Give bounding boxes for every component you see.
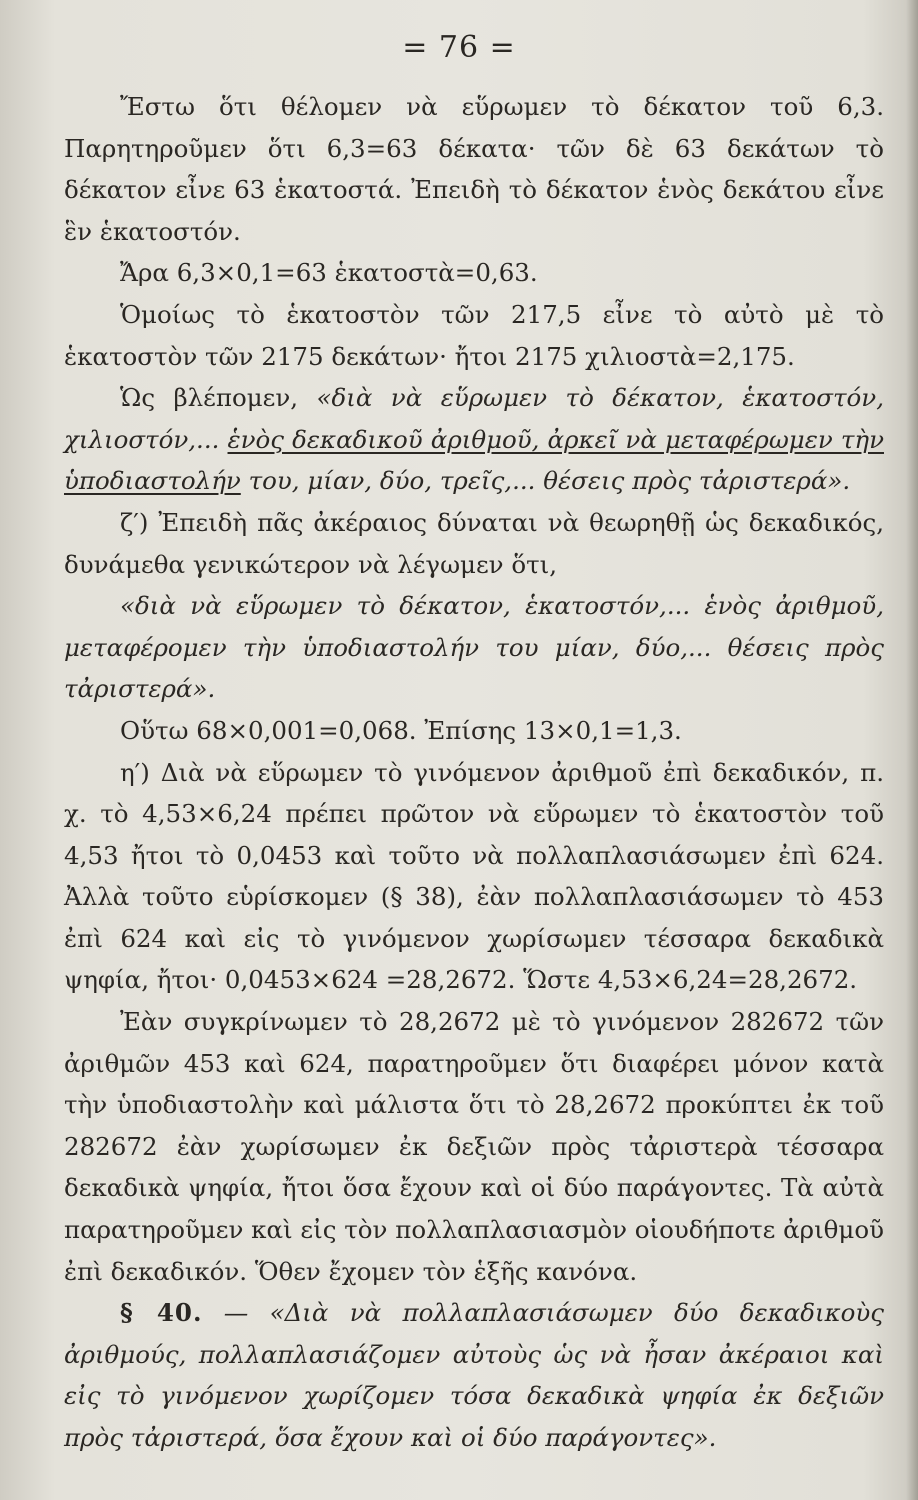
page-edge-shadow: [906, 0, 918, 1500]
paragraph-tenth-example: Ἔστω ὅτι θέλομεν νὰ εὕρωμεν τὸ δέκατον τοῦ 6,3. Παρητηροῦμεν ὅτι 6,3=63 δέκατα· τῶν δὲ 63 δεκάτων τὸ δέκατον εἶνε 63 ἑκατοστά. Ἐπειδὴ τὸ δέκατον ἑνὸς δεκάτου εἶνε ἓν ἑκατοστόν.: [64, 92, 884, 246]
rule-1-part-2: του, μίαν, δύο, τρεῖς,... θέσεις πρὸς τἀριστερά».: [240, 466, 851, 496]
paragraph-comparison: Ἐὰν συγκρίνωμεν τὸ 28,2672 μὲ τὸ γινόμενον 282672 τῶν ἀριθμῶν 453 καὶ 624, παρατηροῦμεν ὅτι διαφέρει μόνον κατὰ τὴν ὑποδιαστολὴν καὶ μάλιστα ὅτι τὸ 28,2672 προκύπτει ἐκ τοῦ 282672 ἐὰν χωρίσωμεν ἐκ δεξιῶν πρὸς τἀριστερὰ τέσσαρα δεκαδικὰ ψηφία, ἤτοι ὅσα ἔχουν καὶ οἱ δύο παράγοντες. Τὰ αὐτὰ παρατηροῦμεν καὶ εἰς τὸν πολλαπλασιασμὸν οἱουδήποτε ἀριθμοῦ ἐπὶ δεκαδικόν. Ὅθεν ἔχομεν τὸν ἑξῆς κανόνα.: [64, 1007, 884, 1286]
rule-paragraph-2: «διὰ νὰ εὕρωμεν τὸ δέκατον, ἑκατοστόν,... ἑνὸς ἀριθμοῦ, μεταφέρομεν τὴν ὑποδιαστολήν του μίαν, δύο,... θέσεις πρὸς τἀριστερά».: [64, 591, 884, 704]
paragraph-result: Ἄρα 6,3×0,1=63 ἑκατοστὰ=0,63.: [120, 258, 538, 288]
paragraph-zeta: ζ′) Ἐπειδὴ πᾶς ἀκέραιος δύναται νὰ θεωρηθῇ ὡς δεκαδικός, δυνάμεθα γενικώτερον νὰ λέγωμεν ὅτι,: [64, 507, 884, 579]
section-40-mark: § 40.: [120, 1298, 203, 1328]
paragraph-examples: Οὕτω 68×0,001=0,068. Ἐπίσης 13×0,1=1,3.: [120, 715, 682, 745]
rule-paragraph-1: [64, 377, 884, 502]
rule-1-underlined: ἑνὸς δεκαδικοῦ ἀριθμοῦ, ἀρκεῖ νὰ μεταφέρωμεν τὴν ὑποδιαστολήν: [64, 424, 884, 496]
page-number: = 76 =: [402, 30, 516, 65]
paragraph-hundredth-example: Ὁμοίως τὸ ἑκατοστὸν τῶν 217,5 εἶνε τὸ αὐτὸ μὲ τὸ ἑκατοστὸν τῶν 2175 δεκάτων· ἤτοι 2175 χιλιοστὰ=2,175.: [64, 299, 884, 371]
rule-1-intro: Ὡς βλέπομεν,: [120, 383, 317, 413]
page-body: [64, 86, 884, 1459]
rule-1-part-1: «διὰ νὰ εὕρωμεν τὸ δέκατον, ἑκατοστόν, χιλιοστόν,...: [64, 383, 884, 454]
paragraph-eta: η′) Διὰ νὰ εὕρωμεν τὸ γινόμενον ἀριθμοῦ ἐπὶ δεκαδικόν, π. χ. τὸ 4,53×6,24 πρέπει πρῶτον νὰ εὕρωμεν τὸ ἑκατοστὸν τοῦ 4,53 ἤτοι τὸ 0,0453 καὶ τοῦτο νὰ πολλαπλασιάσωμεν ἐπὶ 624. Ἀλλὰ τοῦτο εὑρίσκομεν (§ 38), ἐὰν πολλαπλασιάσωμεν τὸ 453 ἐπὶ 624 καὶ εἰς τὸ γινόμενον χωρίσωμεν τέσσαρα δεκαδικὰ ψηφία, ἤτοι· 0,0453×624 =28,2672. Ὥστε 4,53×6,24=28,2672.: [64, 757, 884, 995]
section-40-paragraph: [64, 1292, 884, 1458]
section-40-rule: — «Διὰ νὰ πολλαπλασιάσωμεν δύο δεκαδικοὺς ἀριθμούς, πολλαπλασιάζομεν αὐτοὺς ὡς νὰ ἦσαν ἀκέραιοι καὶ εἰς τὸ γινόμενον χωρίζομεν τόσα δεκαδικὰ ψηφία ἐκ δεξιῶν πρὸς τἀριστερά, ὅσα ἔχουν καὶ οἱ δύο παράγοντες».: [64, 1298, 885, 1452]
